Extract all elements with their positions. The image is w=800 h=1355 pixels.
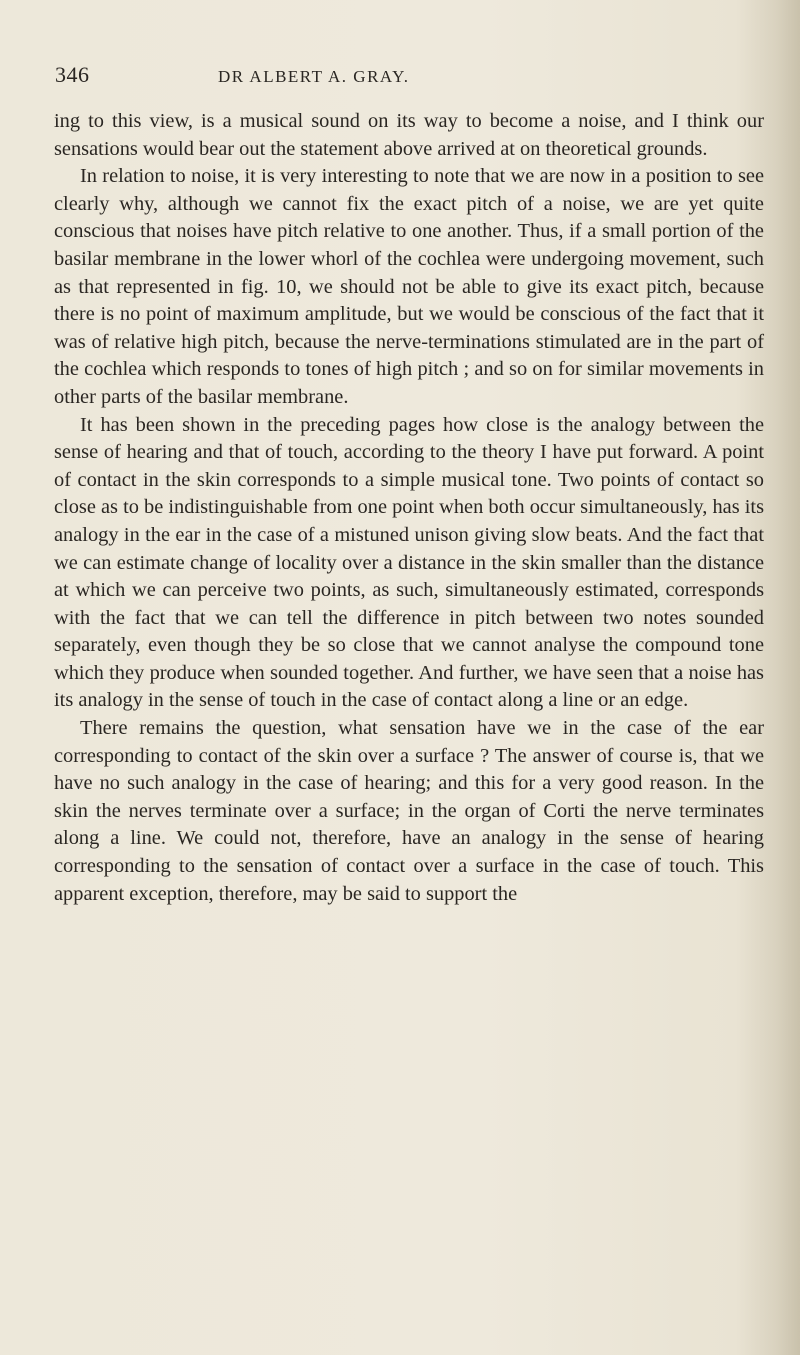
paragraph-hearing-touch-analogy: It has been shown in the preceding pages how close is the analogy between the sense of hearing and that of touch, according to the theory I have put forward. A point of contact in the skin corresponds to a simple musical tone. Two points of contact so close as to be indistinguishable from one point when both occur simultaneously, has its analogy in the ear in the case of a mistuned unison giving slow beats. And the fact that we can estimate change of locality over a distance in the skin smaller than the distance at which we can perceive two points, as such, simultaneously estimated, corresponds with the fact that we can tell the difference in pitch between two notes sounded separately, even though they be so close that we cannot analyse the compound tone which they produce when sounded together. And further, we have seen that a noise has its analogy in the sense of touch in the case of contact along a line or an edge. bbox=[54, 413, 764, 712]
page-header bbox=[0, 62, 800, 90]
running-head: DR ALBERT A. GRAY. bbox=[218, 67, 410, 86]
paragraph-continued: ing to this view, is a musical sound on its way to become a noise, and I think our sensations would bear out the statement above arrived at on theoretical grounds. bbox=[54, 110, 764, 160]
paragraph-noise-pitch: In relation to noise, it is very interesting to note that we are now in a position to see clearly why, although we cannot fix the exact pitch of a noise, we are yet quite conscious that noises have pitch relative to one another. Thus, if a small portion of the basilar membrane in the lower whorl of the cochlea were undergoing movement, such as that represented in fig. 10, we should not be able to give its exact pitch, because there is no point of maximum amplitude, but we would be conscious of the fact that it was of relative high pitch, because the nerve-terminations stimulated are in the part of the cochlea which responds to tones of high pitch ; and so on for similar movements in other parts of the basilar membrane. bbox=[54, 165, 764, 408]
paragraph-surface-contact: There remains the question, what sensation have we in the case of the ear corresponding to contact of the skin over a surface ? The answer of course is, that we have no such analogy in the case of hearing; and this for a very good reason. In the skin the nerves terminate over a surface; in the organ of Corti the nerve terminates along a line. We could not, therefore, have an analogy in the sense of hearing corresponding to the sensation of contact over a surface in the case of touch. This apparent exception, therefore, may be said to support the bbox=[54, 717, 764, 905]
body-text bbox=[54, 108, 764, 908]
page-number: 346 bbox=[55, 62, 90, 87]
